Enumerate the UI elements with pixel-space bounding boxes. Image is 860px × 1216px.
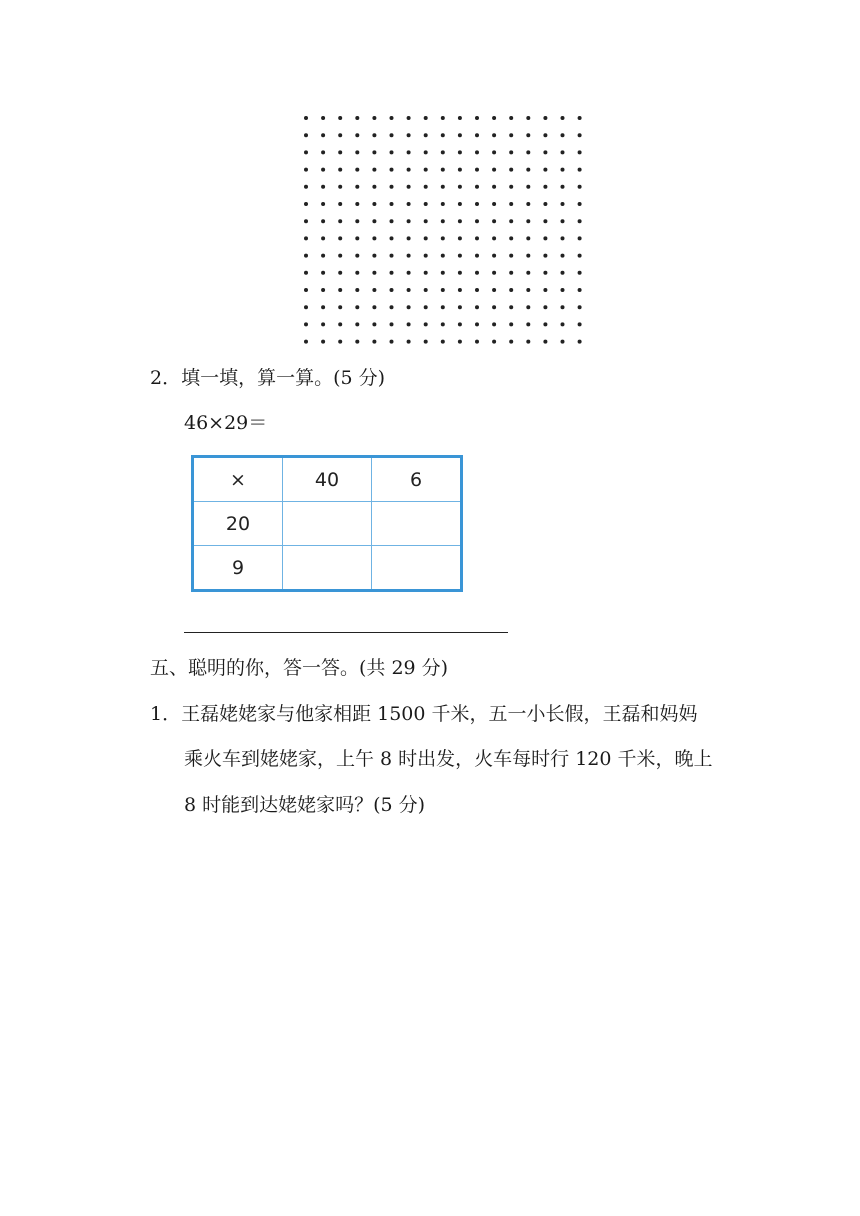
grid-dot [424,254,428,258]
grid-dot [424,271,428,275]
grid-dot [458,254,462,258]
grid-dot [304,116,308,120]
grid-dot [561,322,565,326]
grid-dot [372,185,376,189]
grid-dot [407,271,411,275]
grid-dot [578,202,582,206]
grid-dot [543,236,547,240]
grid-dot [475,340,479,344]
grid-dot [355,271,359,275]
grid-dot [526,150,530,154]
grid-dot [304,133,308,137]
grid-dot [304,288,308,292]
grid-dot [407,133,411,137]
grid-dot [509,322,513,326]
grid-dot [526,185,530,189]
grid-dot [338,236,342,240]
grid-dot [390,254,394,258]
grid-dot [338,271,342,275]
grid-dot [441,236,445,240]
grid-dot [509,168,513,172]
grid-dot [372,254,376,258]
grid-dot [458,185,462,189]
grid-dot [424,116,428,120]
grid-dot [441,202,445,206]
grid-dot [441,116,445,120]
grid-dot [509,254,513,258]
grid-dot [424,340,428,344]
grid-dot [407,288,411,292]
grid-dot [578,305,582,309]
grid-dot [475,254,479,258]
grid-dot [321,219,325,223]
grid-dot [304,219,308,223]
grid-dot [390,116,394,120]
grid-dot [492,150,496,154]
grid-dot [390,322,394,326]
grid-dot [304,202,308,206]
grid-dot [526,271,530,275]
grid-dot [543,254,547,258]
grid-dot [509,202,513,206]
grid-dot [390,288,394,292]
grid-dot [543,202,547,206]
grid-dot [543,340,547,344]
grid-dot [424,202,428,206]
grid-dot [390,185,394,189]
grid-dot [390,236,394,240]
grid-dot [475,202,479,206]
grid-dot [526,340,530,344]
table-cell: 6 [372,457,462,502]
grid-dot [355,254,359,258]
grid-dot [304,150,308,154]
grid-dot [304,340,308,344]
grid-dot [338,150,342,154]
grid-dot [561,150,565,154]
grid-dot [561,168,565,172]
grid-dot [561,288,565,292]
grid-dot [338,305,342,309]
grid-dot [424,322,428,326]
grid-dot [475,168,479,172]
grid-dot [304,305,308,309]
grid-dot [561,271,565,275]
grid-dot [526,116,530,120]
grid-dot [355,219,359,223]
grid-dot [492,116,496,120]
grid-dot [526,219,530,223]
grid-dot [424,168,428,172]
grid-dot [492,168,496,172]
grid-dot [458,340,462,344]
grid-dot [372,116,376,120]
grid-dot [578,219,582,223]
grid-dot [355,322,359,326]
grid-dot [338,185,342,189]
grid-dot [372,305,376,309]
grid-dot [338,202,342,206]
grid-dot [578,236,582,240]
grid-dot [458,322,462,326]
answer-cell[interactable] [283,502,372,546]
grid-dot [458,271,462,275]
grid-dot [475,133,479,137]
grid-dot [321,271,325,275]
grid-dot [441,219,445,223]
grid-dot [526,288,530,292]
grid-dot [492,322,496,326]
grid-dot [407,340,411,344]
grid-dot [441,288,445,292]
grid-dot [543,150,547,154]
grid-dot [338,219,342,223]
table-cell: 40 [283,457,372,502]
grid-dot [441,133,445,137]
grid-dot [355,185,359,189]
grid-dot [407,254,411,258]
grid-dot [578,254,582,258]
grid-dot [407,168,411,172]
grid-dot [321,236,325,240]
grid-dot [407,236,411,240]
grid-dot [372,288,376,292]
grid-dot [492,254,496,258]
grid-dot [526,202,530,206]
grid-dot [372,271,376,275]
grid-dot [390,150,394,154]
grid-dot [458,305,462,309]
grid-dot [509,271,513,275]
grid-dot [578,271,582,275]
grid-dot [509,340,513,344]
grid-dot [543,185,547,189]
grid-dot [321,322,325,326]
grid-dot [355,340,359,344]
grid-dot [543,288,547,292]
grid-dot [424,219,428,223]
grid-dot [578,288,582,292]
grid-dot [390,202,394,206]
grid-dot [321,305,325,309]
grid-dot [407,322,411,326]
grid-dot [441,185,445,189]
grid-dot [390,340,394,344]
grid-dot [355,133,359,137]
grid-dot [304,185,308,189]
grid-dot [304,254,308,258]
grid-dot [338,288,342,292]
grid-dot [304,236,308,240]
grid-dot [475,271,479,275]
grid-dot [390,305,394,309]
grid-dot [492,271,496,275]
grid-dot [407,219,411,223]
grid-dot [372,168,376,172]
grid-dot [424,305,428,309]
table-row [193,546,462,591]
grid-dot [475,236,479,240]
grid-dot [561,254,565,258]
question-1-line-1: 1．王磊姥姥家与他家相距 1500 千米，五一小长假，王磊和妈妈 [150,703,698,725]
grid-dot [321,288,325,292]
grid-dot [578,133,582,137]
grid-dot [355,150,359,154]
grid-dot [424,288,428,292]
grid-dot [407,185,411,189]
grid-dot [441,340,445,344]
grid-dot [355,202,359,206]
grid-dot [475,185,479,189]
grid-dot [304,322,308,326]
grid-dot [561,305,565,309]
grid-dot [321,116,325,120]
grid-dot [372,133,376,137]
grid-dot [407,305,411,309]
table-row [193,502,462,546]
grid-dot [492,202,496,206]
grid-dot [578,322,582,326]
grid-dot [526,322,530,326]
grid-dot [543,305,547,309]
table-header-row [193,457,462,502]
grid-dot [458,219,462,223]
answer-cell[interactable] [372,546,462,591]
grid-dot [407,150,411,154]
grid-dot [543,219,547,223]
grid-dot [304,168,308,172]
grid-dot [492,305,496,309]
grid-dot [441,322,445,326]
grid-dot [441,305,445,309]
grid-dot [475,305,479,309]
grid-dot [321,340,325,344]
grid-dot [321,254,325,258]
grid-dot [372,236,376,240]
grid-dot [475,219,479,223]
grid-dot [561,236,565,240]
grid-dot [509,288,513,292]
grid-dot [424,133,428,137]
grid-dot [492,219,496,223]
grid-dot [458,288,462,292]
grid-dot [509,185,513,189]
grid-dot [509,219,513,223]
grid-dot [543,116,547,120]
grid-dot [441,168,445,172]
grid-dot [543,168,547,172]
grid-dot [561,340,565,344]
answer-line[interactable] [184,632,508,633]
question-2-title: 2．填一填，算一算。(5 分) [150,367,386,389]
grid-dot [372,202,376,206]
grid-dot [458,168,462,172]
grid-dot [492,340,496,344]
section-5-title: 五、聪明的你，答一答。(共 29 分) [150,657,449,679]
grid-dot [561,116,565,120]
grid-dot [338,254,342,258]
grid-dot [407,116,411,120]
grid-dot [321,150,325,154]
grid-dot [509,150,513,154]
grid-dot [441,271,445,275]
grid-dot [492,185,496,189]
grid-dot [492,288,496,292]
grid-dot [509,236,513,240]
grid-dot [355,116,359,120]
grid-dot [578,340,582,344]
grid-dot [355,288,359,292]
grid-dot [475,150,479,154]
grid-dot [321,168,325,172]
grid-dot [390,168,394,172]
grid-dot [321,202,325,206]
grid-dot [578,185,582,189]
grid-dot [509,133,513,137]
grid-dot [578,168,582,172]
grid-dot [424,185,428,189]
grid-dot [526,305,530,309]
grid-dot [526,133,530,137]
table-cell: × [193,457,283,502]
grid-dot [509,116,513,120]
grid-dot [355,236,359,240]
grid-dot [458,150,462,154]
grid-dot [458,116,462,120]
question-1-line-2: 乘火车到姥姥家，上午 8 时出发，火车每时行 120 千米，晚上 [184,748,713,770]
grid-dot [338,322,342,326]
grid-dot [475,322,479,326]
grid-dot [561,219,565,223]
grid-dot [321,133,325,137]
grid-dot [543,322,547,326]
grid-dot [561,133,565,137]
grid-dot [304,271,308,275]
grid-dot [526,168,530,172]
grid-dot [526,254,530,258]
grid-dot [475,116,479,120]
question-1-line-3: 8 时能到达姥姥家吗？(5 分) [184,794,426,816]
dot-grid [296,110,586,350]
answer-cell[interactable] [372,502,462,546]
grid-dot [372,219,376,223]
multiplication-table [191,455,463,592]
grid-dot [543,133,547,137]
grid-dot [441,150,445,154]
grid-dot [355,305,359,309]
grid-dot [458,133,462,137]
grid-dot [372,150,376,154]
grid-dot [355,168,359,172]
grid-dot [441,254,445,258]
grid-dot [543,271,547,275]
grid-dot [338,168,342,172]
grid-dot [509,305,513,309]
grid-dot [424,150,428,154]
grid-dot [321,185,325,189]
grid-dot [390,271,394,275]
grid-dot [458,236,462,240]
grid-dot [338,116,342,120]
grid-dot [372,340,376,344]
answer-cell[interactable] [283,546,372,591]
table-cell: 9 [193,546,283,591]
grid-dot [492,133,496,137]
grid-dot [424,236,428,240]
grid-dot [492,236,496,240]
grid-dot [338,340,342,344]
grid-dot [407,202,411,206]
grid-dot [390,133,394,137]
grid-dot [578,116,582,120]
grid-dot [458,202,462,206]
grid-dot [561,202,565,206]
grid-dot [372,322,376,326]
grid-dot [475,288,479,292]
grid-dot [390,219,394,223]
multiplication-expression: 46×29＝ [184,412,268,434]
table-cell: 20 [193,502,283,546]
grid-dot [578,150,582,154]
grid-dot [561,185,565,189]
grid-dot [526,236,530,240]
grid-dot [338,133,342,137]
